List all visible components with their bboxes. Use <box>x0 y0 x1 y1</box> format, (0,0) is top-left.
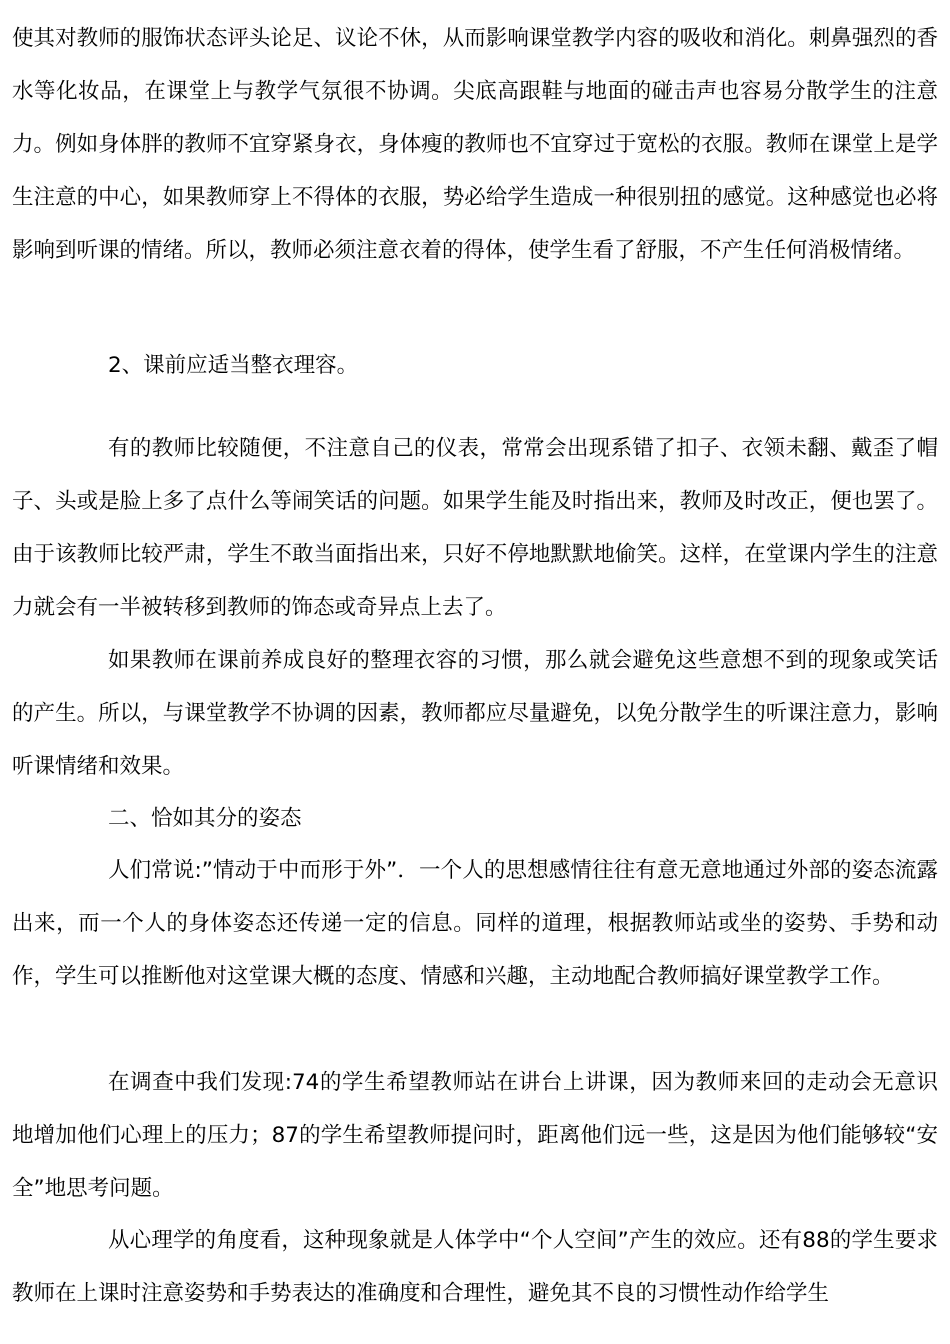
body-paragraph: 如果教师在课前养成良好的整理衣容的习惯，那么就会避免这些意想不到的现象或笑话的产生。所以，与课堂教学不协调的因素，教师都应尽量避免，以免分散学生的听课注意力，影响听课情绪和效果。 <box>12 648 938 779</box>
body-paragraph: 使其对教师的服饰状态评头论足、议论不休，从而影响课堂教学内容的吸收和消化。刺鼻强烈的香水等化妆品，在课堂上与教学气氛很不协调。尖底高跟鞋与地面的碰击声也容易分散学生的注意力。例如身体胖的教师不宜穿紧身衣，身体瘦的教师也不宜穿过于宽松的衣服。教师在课堂上是学生注意的中心，如果教师穿上不得体的衣服，势必给学生造成一种很别扭的感觉。这种感觉也必将影响到听课的情绪。所以，教师必须注意衣着的得体，使学生看了舒服，不产生任何消极情绪。 <box>12 26 938 263</box>
body-paragraph: 从心理学的角度看，这种现象就是人体学中“个人空间”产生的效应。还有88的学生要求教师在上课时注意姿势和手势表达的准确度和合理性，避免其不良的习惯性动作给学生 <box>12 1228 938 1306</box>
section-heading: 二、恰如其分的姿态 <box>108 806 302 831</box>
body-paragraph: 有的教师比较随便，不注意自己的仪表，常常会出现系错了扣子、衣领未翻、戴歪了帽子、头或是脸上多了点什么等闹笑话的问题。如果学生能及时指出来，教师及时改正，便也罢了。由于该教师比较严肃，学生不敢当面指出来，只好不停地默默地偷笑。这样，在堂课内学生的注意力就会有一半被转移到教师的饰态或奇异点上去了。 <box>12 436 938 620</box>
body-paragraph: 人们常说:”情动于中而形于外”．一个人的思想感情往往有意无意地通过外部的姿态流露出来，而一个人的身体姿态还传递一定的信息。同样的道理，根据教师站或坐的姿势、手势和动作，学生可以推断他对这堂课大概的态度、情感和兴趣，主动地配合教师搞好课堂教学工作。 <box>12 858 938 989</box>
subsection-heading: 2、课前应适当整衣理容。 <box>108 353 359 378</box>
body-paragraph: 在调查中我们发现:74的学生希望教师站在讲台上讲课，因为教师来回的走动会无意识地增加他们心理上的压力；87的学生希望教师提问时，距离他们远一些，这是因为他们能够较“安全”地思考问题。 <box>12 1070 938 1201</box>
